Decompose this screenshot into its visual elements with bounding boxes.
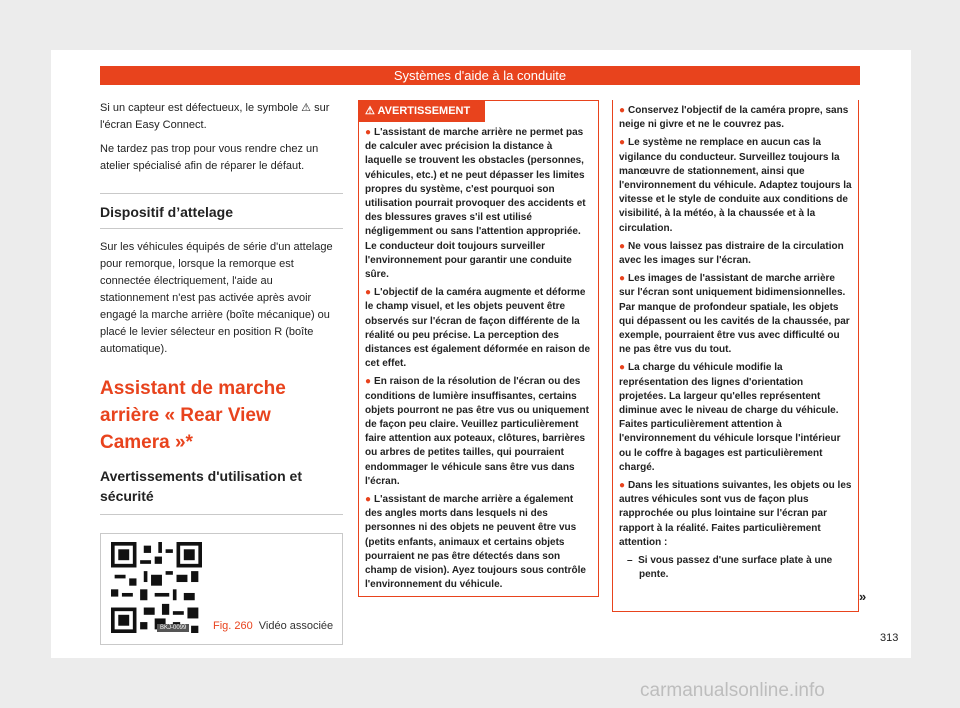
figure-caption-text: Vidéo associée [258, 620, 334, 632]
bullet-icon: ● [619, 105, 626, 116]
warning-bullet-text: Conservez l'objectif de la caméra propre, sans neige ni givre et ne le couvrez pas. [619, 105, 849, 131]
warning-heading: AVERTISSEMENT [377, 105, 471, 117]
figure-number: Fig. 260 [213, 620, 253, 632]
left-column [100, 100, 343, 645]
bullet-icon: ● [619, 137, 626, 149]
bullet-icon: ● [619, 273, 626, 285]
section-heading-safety: Avertissements d'utilisation et sécurité [100, 466, 343, 515]
warning-bullet [365, 126, 592, 282]
warning-bullet [619, 479, 852, 550]
watermark: carmanualsonline.info [640, 680, 825, 701]
warning-box [358, 100, 599, 597]
figure-code: BKJ-0099 [157, 624, 189, 632]
warning-bullet [619, 240, 852, 268]
warning-bullet [365, 375, 592, 489]
warning-subitem: – Si vous passez d'une surface plate à une pente. [627, 555, 833, 581]
warning-bullet-text: Ne vous laissez pas distraire de la circulation avec les images sur l'écran. [619, 240, 844, 267]
warning-bullet [365, 286, 592, 371]
bullet-icon: ● [619, 480, 626, 492]
figure [100, 533, 343, 645]
page-number: 313 [880, 632, 899, 644]
paragraph-towbar: Sur les véhicules équipés de série d'un attelage pour remorque, lorsque la remorque est connectée électriquement, l'aide au stationnement n'est pas activée après avoir engagé la marche arrière (boîte mécanique) ou placé le levier sélecteur en position R (boîte automatique). [100, 241, 333, 355]
warning-bullet-text: La charge du véhicule modifie la représentation des lignes d'orientation projetées. La largeur qu'elles représentent diminue avec le niveau de charge du véhicule. Faites particulièrement attention à l'environnement du véhicule lorsque l'intérieur ou le coffre à bagages est particulièrement chargé. [619, 362, 841, 473]
warning-bullet-text: Dans les situations suivantes, les objets ou les autres véhicules sont vus de façon plus rapprochée ou plus lointaine sur l'écran par rapport à la réalité. Faites particulièrement attention : [619, 480, 852, 548]
bullet-icon: ● [365, 494, 372, 506]
warning-box-continued [612, 100, 859, 612]
continue-arrow: » [859, 589, 867, 604]
warning-bullet-text: En raison de la résolution de l'écran ou des conditions de lumière insuffisantes, certains objets pourront ne pas être vus ou uniquement de façon peu claire. Veuillez particulièrement faire attention aux poteaux, clôtures, barrières ou arbres de petites tailles, qui pourraient endommager le véhicule sans être vus dans l'écran. [365, 376, 589, 487]
warning-bullet-text: L'assistant de marche arrière ne permet pas de calculer avec précision la distance à laquelle se trouvent les obstacles (personnes, véhicules, etc.) et ne peut dépasser les limites propres du système, c'est pourquoi son utilisation pourrait provoquer des accidents et des blessures graves s'il est utilisé négligemment ou sans l'attention appropriée. Le conducteur doit toujours surveiller l'environnement pour garantir une conduite sûre. [365, 127, 586, 281]
warning-bullet [619, 361, 852, 475]
warning-body [359, 122, 598, 593]
chapter-header: Systèmes d'aide à la conduite [100, 66, 860, 85]
bullet-icon: ● [619, 362, 626, 374]
qr-code-icon[interactable] [111, 542, 202, 633]
warning-icon: ⚠ [365, 105, 378, 117]
warning-bullet-text: Le système ne remplace en aucun cas la vigilance du conducteur. Surveillez toujours la manœuvre de stationnement, ainsi que l'environnement du véhicule. Adaptez toujours la vitesse et le style de conduite aux conditions de visibilité, à la météo, à la chaussée et à la circulation. [619, 137, 852, 234]
warning-bullet [619, 136, 852, 235]
paragraph-sensor: Si un capteur est défectueux, le symbole ⚠ sur l'écran Easy Connect. [100, 102, 330, 131]
warning-bullet-text: L'objectif de la caméra augmente et déforme le champ visuel, et les objets peuvent être observés sur l'écran de façon différente de la réalité ou peu précise. La perception des distances est également déformée en raison de cet effet. [365, 287, 591, 370]
bullet-icon: ● [365, 287, 372, 299]
chapter-title: Assistant de marche arrière « Rear View Camera »* [100, 378, 286, 453]
section-heading-towbar: Dispositif d’attelage [100, 193, 343, 229]
warning-subitem-text: Si vous passez d'une surface plate à une pente. [638, 555, 833, 581]
warning-body-continued [613, 100, 858, 583]
warning-bullet [619, 272, 852, 357]
warning-bullet-text: L'assistant de marche arrière a également des angles morts dans lesquels ni des personnes ni des objets ne peuvent être vus (petits enfants, animaux et certains objets pourraient ne pas être détectés dans son champ de vision). Ayez toujours sous contrôle l'environnement du véhicule. [365, 494, 586, 591]
paragraph-workshop: Ne tardez pas trop pour vous rendre chez un atelier spécialisé afin de réparer le défaut. [100, 143, 319, 172]
warning-bullet [365, 493, 592, 592]
bullet-icon: ● [365, 127, 372, 138]
warning-bullet-text: Les images de l'assistant de marche arrière sur l'écran sont uniquement bidimensionnelles. Par manque de profondeur spatiale, les objets qui dépassent ou les cavités de la chaussée, par exemple, pourraient être vus avec difficulté ou ne pas être vus du tout. [619, 273, 850, 356]
figure-caption [213, 620, 333, 632]
bullet-icon: ● [619, 240, 626, 252]
bullet-icon: ● [365, 376, 372, 388]
warning-header [359, 101, 485, 122]
warning-bullet [619, 104, 852, 132]
